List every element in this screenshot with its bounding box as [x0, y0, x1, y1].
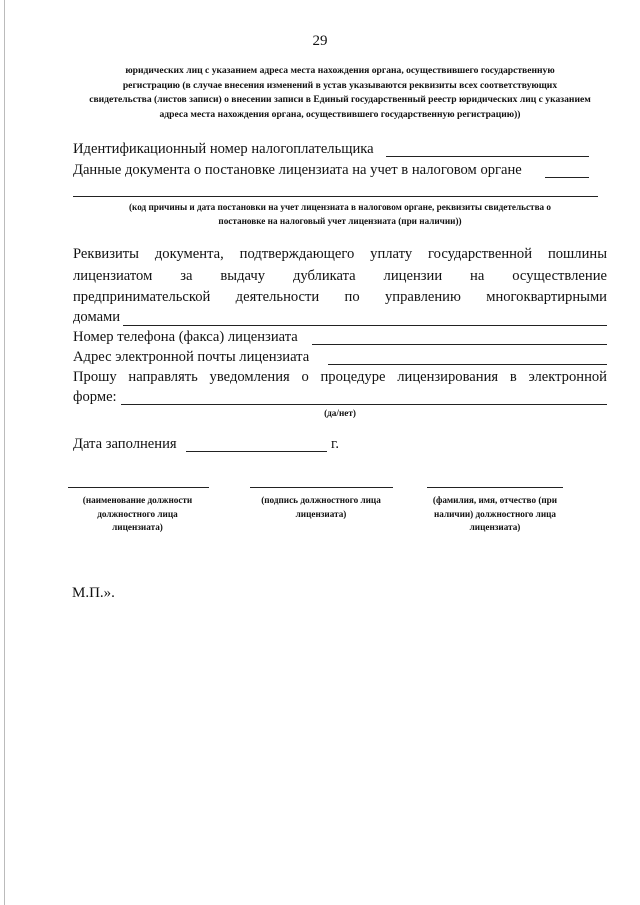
signature-caption — [238, 494, 404, 521]
email-label: Адрес электронной почты лицензиата — [73, 349, 310, 365]
stamp-label: М.П.». — [72, 585, 115, 601]
phone-field[interactable] — [312, 344, 607, 345]
signature-line[interactable] — [250, 487, 393, 488]
header-note-line: адреса места нахождения органа, осуществившего государственную регистрацию)) — [159, 108, 521, 120]
notify-last: форме: — [73, 389, 117, 405]
fee-field[interactable] — [123, 325, 607, 326]
date-field[interactable] — [186, 451, 327, 452]
tax-reg-note — [70, 201, 610, 228]
name-caption-line: наличии) должностного лица — [433, 508, 556, 519]
position-line[interactable] — [68, 487, 209, 488]
date-suffix: г. — [331, 436, 339, 452]
tax-reg-note-line: постановке на налоговый учет лицензиата (при наличии)) — [218, 215, 462, 226]
notify-hint: (да/нет) — [324, 408, 356, 418]
phone-label: Номер телефона (факса) лицензиата — [73, 329, 298, 345]
fee-line: Реквизиты документа, подтверждающего уплату государственной пошлины — [73, 246, 607, 262]
name-caption-line: (фамилия, имя, отчество (при — [432, 495, 558, 505]
position-caption — [55, 494, 220, 535]
email-field[interactable] — [328, 364, 607, 365]
signature-caption-line: лицензиата) — [295, 508, 347, 519]
fee-line: предпринимательской деятельности по управлению многоквартирными — [73, 289, 607, 305]
name-caption-line: лицензиата) — [469, 522, 521, 532]
inn-label: Идентификационный номер налогоплательщика — [73, 141, 374, 157]
tax-reg-note-line: (код причины и дата постановки на учет лицензиата в налоговом органе, реквизиты свидетельства о — [128, 202, 552, 212]
fee-line: лицензиатом за выдачу дубликата лицензии на осуществление — [73, 268, 607, 284]
tax-reg-field-end[interactable] — [545, 177, 589, 178]
signature-caption-line: (подпись должностного лица — [261, 495, 381, 505]
date-label: Дата заполнения — [73, 436, 177, 452]
inn-field[interactable] — [386, 156, 589, 157]
position-caption-line: (наименование должности — [82, 495, 193, 505]
scan-edge-mark — [4, 0, 5, 905]
header-note — [70, 64, 610, 122]
tax-reg-field[interactable] — [73, 196, 598, 197]
header-note-line: регистрацию (в случае внесения изменений в устав указываются реквизиты всех соответствующих — [122, 79, 558, 91]
notify-field[interactable] — [121, 404, 607, 405]
header-note-line: свидетельства (листов записи) о внесении записи в Единый государственный реестр юридических лиц с указанием — [89, 94, 591, 105]
fee-last: домами — [73, 309, 121, 325]
notify-line: Прошу направлять уведомления о процедуре лицензирования в электронной — [73, 369, 607, 385]
name-caption — [412, 494, 578, 535]
position-caption-line: должностного лица — [97, 508, 178, 519]
name-line[interactable] — [427, 487, 563, 488]
tax-reg-label: Данные документа о постановке лицензиата на учет в налоговом органе — [73, 162, 522, 178]
page-number: 29 — [312, 33, 328, 49]
position-caption-line: лицензиата) — [112, 522, 163, 532]
header-note-line: юридических лиц с указанием адреса места нахождения органа, осуществившего государственную — [125, 65, 555, 76]
